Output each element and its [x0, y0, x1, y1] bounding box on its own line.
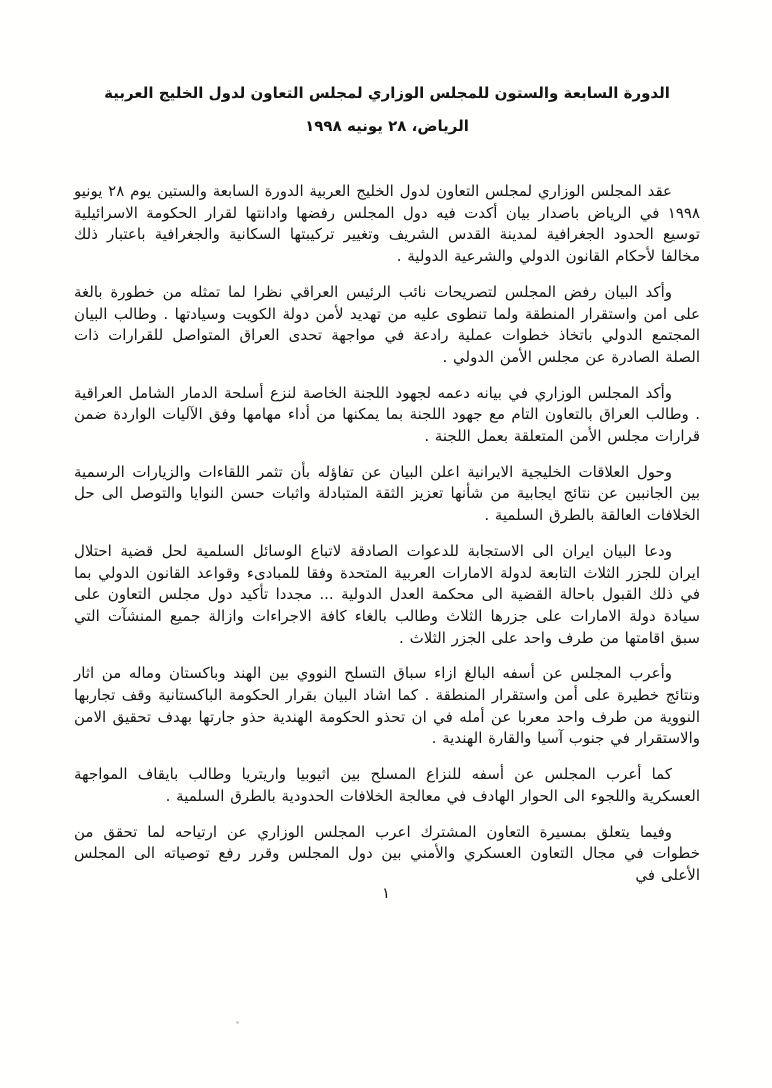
paragraph-disarmament-committee: وأكد المجلس الوزاري في بيانه دعمه لجهود اللجنة الخاصة لنزع أسلحة الدمار الشامل العراقية . وطالب العراق بالتعاون التام مع جهود اللجنة بما يمكنها من أداء مهامها وفق الآليات الواردة ضمن قرارات مجلس الأمن المتعلقة بعمل اللجنة . — [74, 383, 700, 446]
document-header — [74, 82, 700, 137]
scan-artifact-speck — [236, 1021, 239, 1024]
paragraph-ethiopia-eritrea-conflict: كما أعرب المجلس عن أسفه للنزاع المسلح بين اثيوبيا واريتريا وطالب بايقاف المواجهة العسكرية واللجوء الى الحوار الهادف في معالجة الخلافات الحدودية بالطرق السلمية . — [74, 765, 700, 805]
document-title: الدورة السابعة والستون للمجلس الوزاري لمجلس التعاون لدول الخليج العربية — [104, 84, 670, 102]
page-number: ١ — [381, 884, 391, 902]
paragraph-three-islands-uae: ودعا البيان ايران الى الاستجابة للدعوات الصادقة لاتباع الوسائل السلمية لحل قضية احتلال ايران للجزر الثلاث التابعة لدولة الامارات العربية المتحدة وفقا للمبادىء وقواعد القانون الدولي بما في ذلك القبول باحالة القضية الى محكمة العدل الدولية ... مجددا تأكيد دول مجلس التعاون على سيادة دولة الامارات على جزرها الثلاث وطالب بالغاء كافة الاجراءات وازالة جميع المنشآت التي سبق اقامتها من طرف واحد على الجزر الثلاث . — [74, 541, 700, 647]
paragraph-iraq-vp-statements: وأكد البيان رفض المجلس لتصريحات نائب الرئيس العراقي نظرا لما تمثله من خطورة بالغة على امن واستقرار المنطقة ولما تنطوى عليه من تهديد لأمن دولة الكويت وسيادتها . وطالب البيان المجتمع الدولي باتخاذ خطوات عملية رادعة في مواجهة تحدى العراق المتواصل للقرارات ذات الصلة الصادرة عن مجلس الأمن الدولي . — [74, 282, 700, 366]
paragraph-jerusalem-statement: عقد المجلس الوزاري لمجلس التعاون لدول الخليج العربية الدورة السابعة والستين يوم ٢٨ يونيو ١٩٩٨ في الرياض باصدار بيان أكدت فيه دول المجلس رفضها وادانتها لقرار الحكومة الاسرائيلية توسيع الحدود الجغرافية لمدينة القدس الشريف وتغيير تركيبتها السكانية والجغرافية باعتبار ذلك مخالفا لأحكام القانون الدولي والشرعية الدولية . — [74, 182, 700, 266]
document-subtitle-date-location: الرياض، ٢٨ يونيه ١٩٩٨ — [305, 117, 469, 135]
paragraph-gulf-iran-relations: وحول العلاقات الخليجية الايرانية اعلن البيان عن تفاؤله بأن تثمر اللقاءات والزيارات الرسمية بين الجانبين عن نتائج ايجابية من شأنها تعزيز الثقة المتبادلة واثبات حسن النوايا والتوصل الى حل الخلافات العالقة بالطرق السلمية . — [74, 462, 700, 525]
paragraph-india-pakistan-nuclear: وأعرب المجلس عن أسفه البالغ ازاء سباق التسلح النووي بين الهند وباكستان وماله من اثار ونتائج خطيرة على أمن واستقرار المنطقة . كما اشاد البيان بقرار الحكومة الباكستانية وقف تجاربها النووية من طرف واحد معربا عن أمله في ان تحذو الحكومة الهندية حذو جارتها بهدف تحقيق الامن والاستقرار في جنوب آسيا والقارة الهندية . — [74, 664, 700, 748]
document-body — [74, 181, 700, 887]
paragraph-joint-cooperation: وفيما يتعلق بمسيرة التعاون المشترك اعرب المجلس الوزاري عن ارتياحه لما تحقق من خطوات في مجال التعاون العسكري والأمني بين دول المجلس وقرر رفع توصياته الى المجلس الأعلى في — [74, 822, 700, 884]
